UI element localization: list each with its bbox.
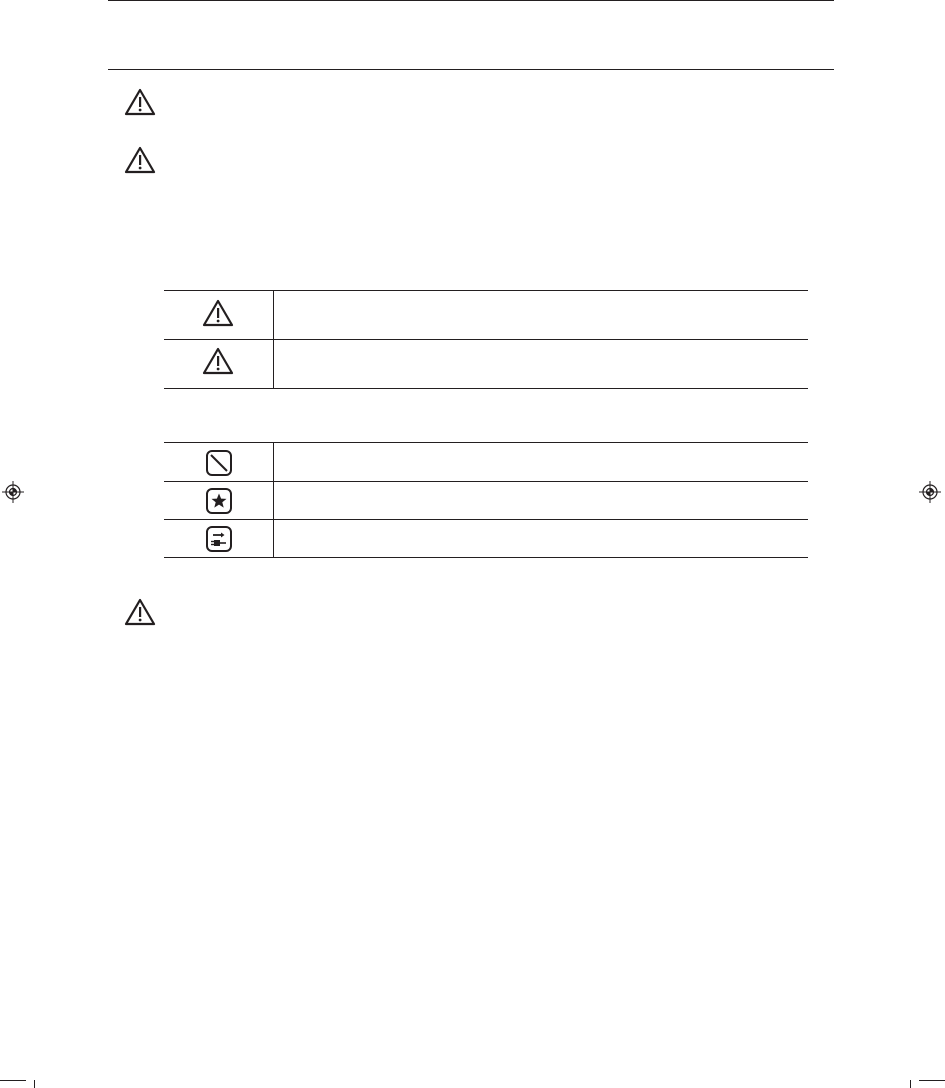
header-top-rule [108, 0, 834, 1]
warning-triangle-icon [124, 598, 156, 626]
symbol-table-divider [273, 442, 274, 558]
registration-mark-icon [2, 481, 24, 503]
crop-mark [34, 1080, 35, 1088]
prohibited-icon [205, 449, 233, 477]
warning-triangle-icon [124, 146, 156, 174]
header-bottom-rule [108, 69, 834, 70]
important-star-icon [205, 487, 233, 515]
crop-mark [910, 1080, 911, 1088]
symbol-table-top-rule [164, 442, 808, 443]
warning-triangle-icon [124, 88, 156, 116]
warning-triangle-icon [202, 347, 234, 375]
header-title [108, 20, 834, 50]
warning-triangle-icon [202, 299, 234, 327]
symbol-table-bottom-rule [164, 557, 808, 558]
crop-mark [0, 1080, 26, 1081]
symbol-table-rule-2 [164, 519, 808, 520]
unplug-icon [205, 525, 233, 553]
hazard-table-bottom-rule [164, 388, 808, 389]
crop-mark [919, 1080, 945, 1081]
registration-mark-icon [919, 481, 941, 503]
hazard-table-mid-rule [164, 339, 808, 340]
hazard-table-divider [273, 290, 274, 389]
symbol-table-rule-1 [164, 481, 808, 482]
hazard-table-top-rule [164, 290, 808, 291]
